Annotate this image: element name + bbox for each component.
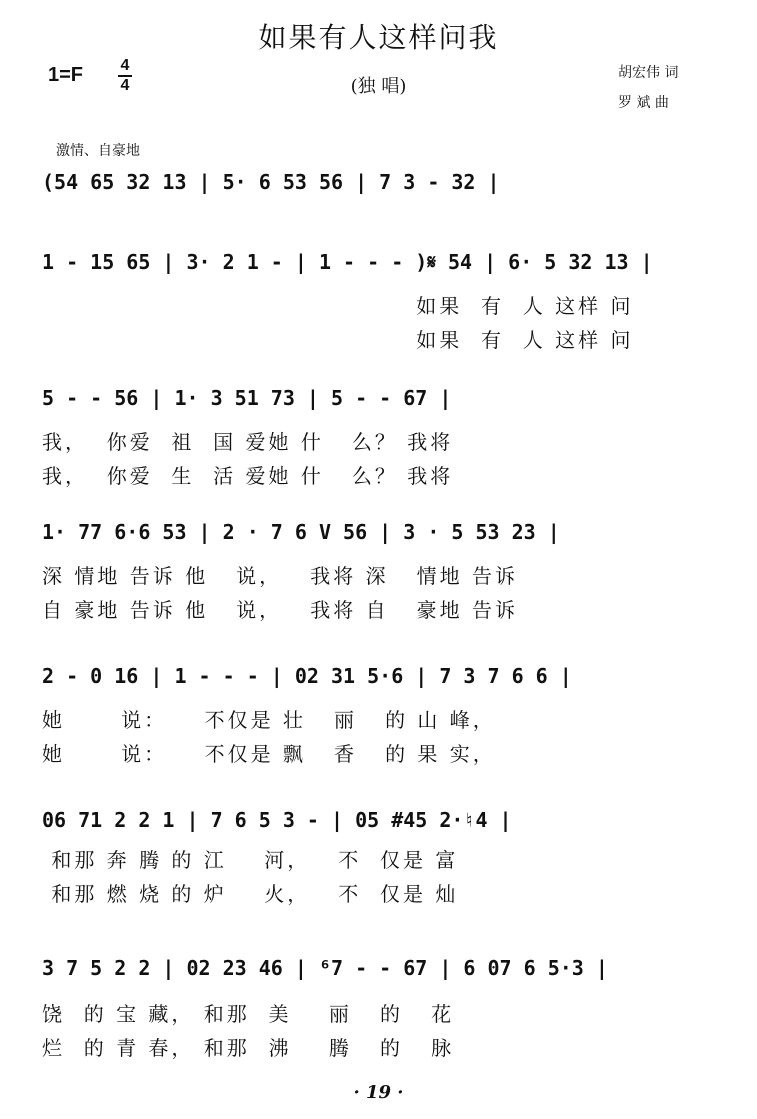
jianpu-notes: 5 - - 56 | 1· 3 51 73 | 5 - - 67 | [42,386,452,410]
jianpu-notes: (54 65 32 13 | 5· 6 53 56 | 7 3 - 32 | [42,170,500,194]
lyrics-verse-1: 如果 有 人 这样 问 [42,294,634,318]
performance-type: (独 唱) [350,76,407,97]
meter-top: 4 [120,57,130,74]
score-system-4 [36,516,726,626]
score-system-1 [36,166,726,226]
tempo-marking: 激情、自豪地 [56,143,140,159]
lyrics-verse-2: 自 豪地 告诉 他 说， 我将 自 豪地 告诉 [42,598,519,622]
jianpu-notes: 3 7 5 2 2 | 02 23 46 | ⁶7 - - 67 | 6 07 6 5·3 | [42,956,608,980]
score-system-5 [36,660,726,770]
credits [618,58,678,118]
jianpu-notes: 1 - 15 65 | 3· 2 1 - | 1 - - - )𝄋 54 | 6· 5 32 13 | [42,250,653,274]
notes-line [36,804,726,840]
jianpu-notes: 1· 77 6·6 53 | 2 · 7 6 V 56 | 3 · 5 53 23 | [42,520,560,544]
notes-line [36,660,726,696]
lyricist: 胡宏伟 词 [618,65,679,81]
score-system-2 [36,246,726,356]
key-signature: 1=F [48,64,84,86]
lyrics-verse-2: 她 说： 不仅是 飘 香 的 果 实， [42,742,496,766]
lyrics-verse-1: 深 情地 告诉 他 说， 我将 深 情地 告诉 [42,564,519,588]
notes-line [36,166,726,202]
lyrics-verse-1: 和那 奔 腾 的 江 河， 不 仅是 富 [42,848,459,872]
meter-bottom: 4 [120,77,130,94]
jianpu-notes: 2 - 0 16 | 1 - - - | 02 31 5·6 | 7 3 7 6 6 | [42,664,572,688]
score-system-7 [36,952,726,1062]
lyrics-verse-1: 饶 的 宝 藏， 和那 美 丽 的 花 [42,1002,455,1026]
notes-line [36,246,726,282]
lyrics-verse-1: 她 说： 不仅是 壮 丽 的 山 峰， [42,708,496,732]
composer: 罗 斌 曲 [618,95,669,111]
notes-line [36,952,726,988]
lyrics-verse-2: 如果 有 人 这样 问 [42,328,634,352]
jianpu-notes: 06 71 2 2 1 | 7 6 5 3 - | 05 #45 2·♮4 | [42,808,512,832]
score-system-6 [36,804,726,914]
notes-line [36,382,726,418]
notes-line [36,516,726,552]
lyrics-verse-1: 我， 你爱 祖 国 爱她 什 么？ 我将 [42,430,454,454]
song-title: 如果有人这样问我 [258,21,499,54]
lyrics-verse-2: 和那 燃 烧 的 炉 火， 不 仅是 灿 [42,882,459,906]
score-system-3 [36,382,726,492]
lyrics-verse-2: 烂 的 青 春， 和那 沸 腾 的 脉 [42,1036,455,1060]
page-number: · 19 · [353,1082,404,1103]
lyrics-verse-2: 我， 你爱 生 活 爱她 什 么？ 我将 [42,464,454,488]
